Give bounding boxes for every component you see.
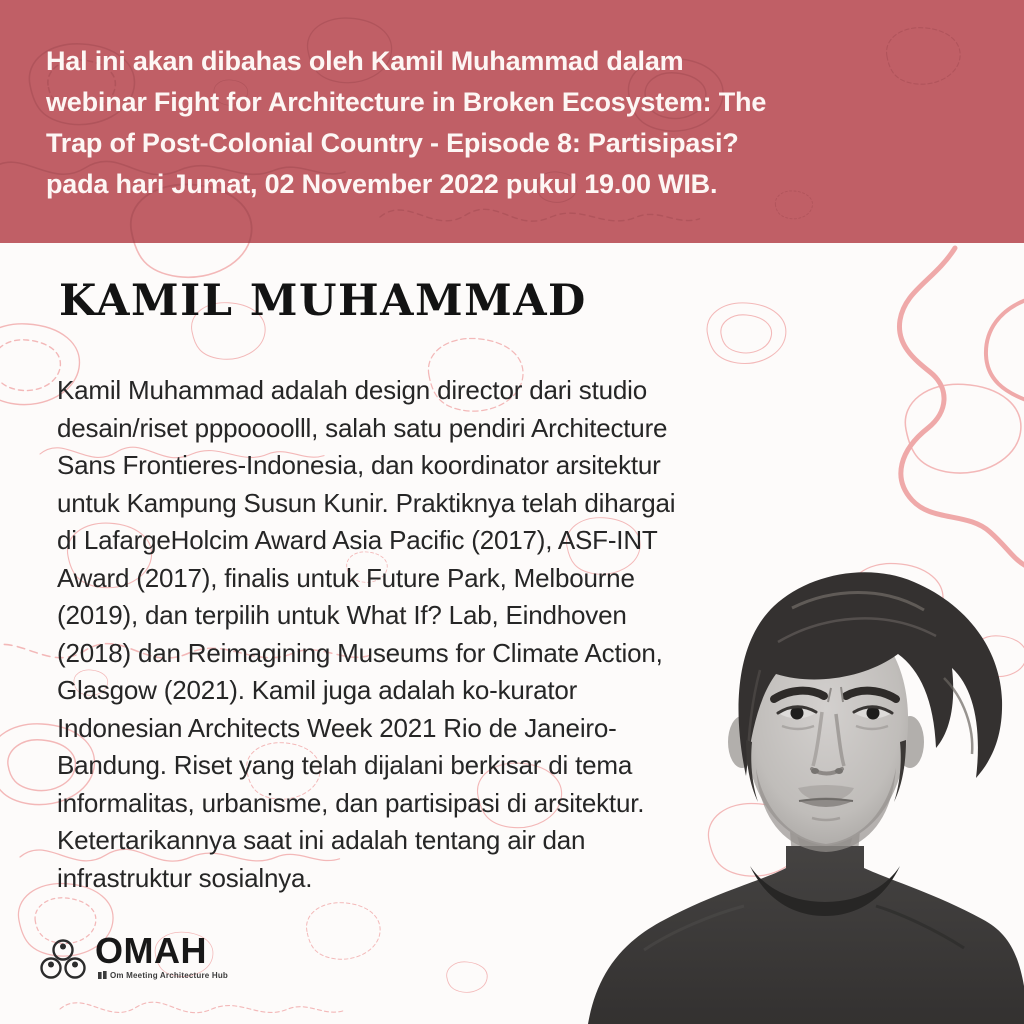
omah-logo-tagline-text: Om Meeting Architecture Hub bbox=[110, 971, 229, 980]
speaker-bio: Kamil Muhammad adalah design director dari studio desain/riset pppoooolll, salah satu pendiri Architecture Sans Frontieres-Indonesia, dan koordinator arsitektur untuk Kampung Susun Kunir. Praktiknya telah dihargai di LafargeHolcim Award Asia Pacific (2017), ASF-INT Award (2017), finalis untuk Future Park, Melbourne (2019), dan terpilih untuk What If? Lab, Eindhoven (2018) dan Reimagining Museums for Climate Action, Glasgow (2021). Kamil juga adalah ko-kurator Indonesian Architects Week 2021 Rio de Janeiro-Bandung. Riset yang telah dijalani berkisar di tema informalitas, urbanisme, dan partisipasi di arsitektur. Ketertarikannya saat ini adalah tentang air dan infrastruktur sosialnya. bbox=[57, 375, 676, 893]
logo-tagline-mark-icon bbox=[98, 971, 107, 980]
banner-line: Trap of Post-Colonial Country - Episode 8: Partisipasi? bbox=[46, 128, 739, 158]
omah-logo bbox=[36, 932, 228, 982]
banner-line: webinar Fight for Architecture in Broken Ecosystem: The bbox=[46, 87, 767, 117]
banner-line: Hal ini akan dibahas oleh Kamil Muhammad dalam bbox=[46, 46, 684, 76]
contour-accent-line-2 bbox=[986, 300, 1024, 400]
omah-logo-tagline bbox=[98, 971, 228, 980]
speaker-name-title: KAMIL MUHAMMAD bbox=[59, 276, 587, 326]
banner-text bbox=[46, 41, 766, 205]
three-rings-icon bbox=[36, 938, 90, 982]
banner-line: pada hari Jumat, 02 November 2022 pukul 19.00 WIB. bbox=[46, 169, 718, 199]
omah-logo-text: OMAH bbox=[95, 930, 207, 971]
contour-accent-line bbox=[899, 248, 1024, 566]
banner bbox=[0, 0, 1024, 243]
portrait-photo bbox=[584, 550, 1024, 1024]
